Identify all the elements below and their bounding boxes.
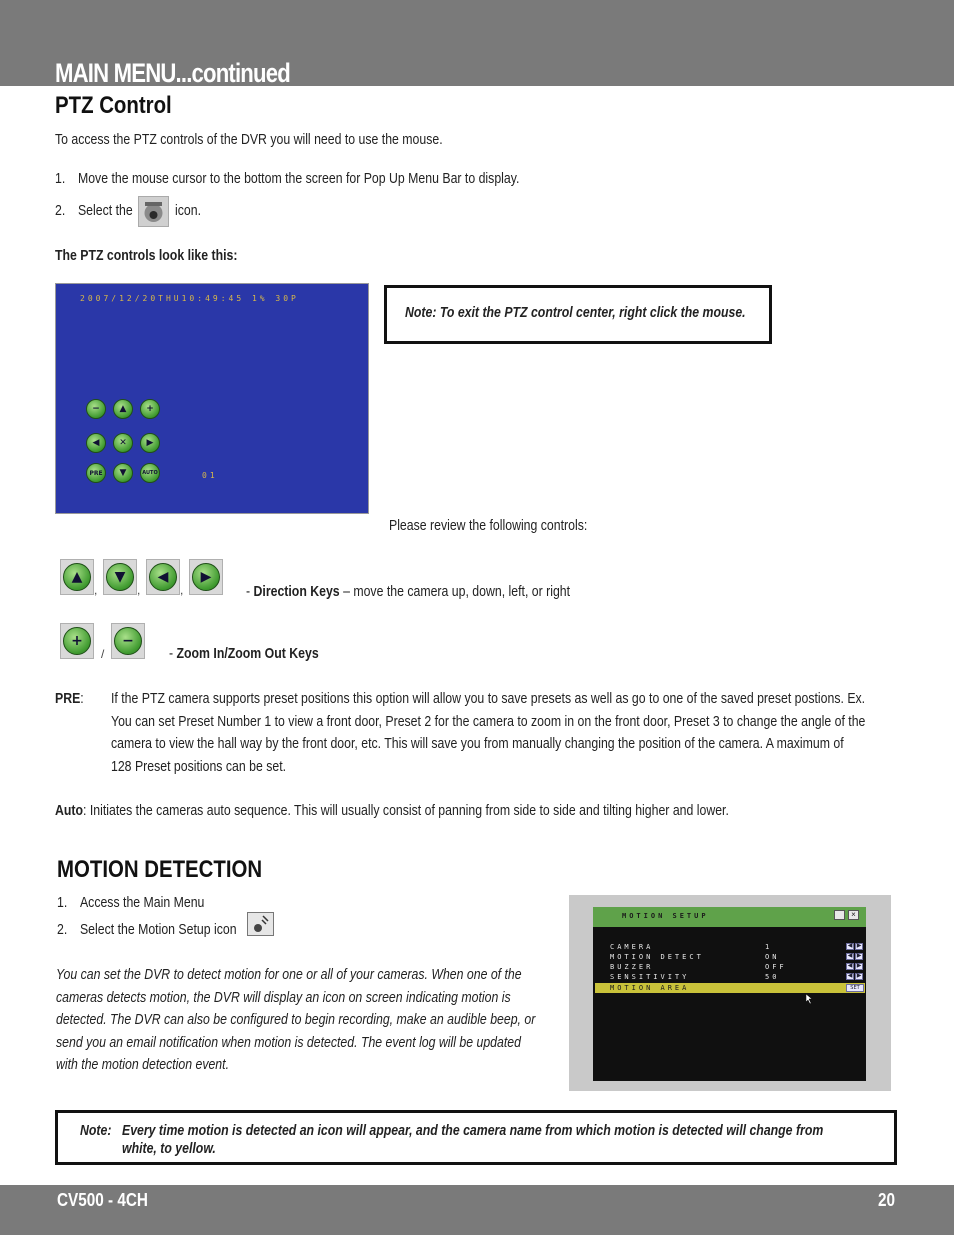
pre-colon: : (80, 690, 84, 707)
direction-label: Direction Keys (253, 583, 340, 600)
md-row-label: MOTION DETECT (610, 953, 704, 961)
auto-paragraph (55, 802, 729, 819)
zoom-label: Zoom In/Zoom Out Keys (176, 645, 319, 662)
md-row-value: ON (765, 953, 780, 961)
auto-text: : Initiates the cameras auto sequence. This will usually consist of panning from side to side and tilting higher and lower. (83, 802, 729, 819)
down-arrow-icon: ▼ (113, 463, 133, 483)
pre-text-line: 128 Preset positions can be set. (111, 758, 287, 775)
pre-label: PRE (55, 690, 81, 707)
ptz-section-title: PTZ Control (55, 92, 172, 119)
pre-label-row (55, 690, 84, 707)
auto-button-icon: AUTO (140, 463, 160, 483)
direction-left-icon: ◀ (146, 559, 180, 595)
pre-button-icon: PRE (86, 463, 106, 483)
md-row-value: 50 (765, 973, 780, 981)
direction-keys-text (246, 583, 570, 600)
md-row-label: BUZZER (610, 963, 654, 971)
step-number: 1. (57, 894, 68, 911)
bottom-note-line1: Every time motion is detected an icon will appear, and the camera name from which motion is detected will change from (122, 1122, 824, 1139)
motion-setup-icon (247, 912, 274, 936)
ptz-look-heading: The PTZ controls look like this: (55, 247, 238, 264)
separator: , (94, 583, 98, 597)
direction-up-icon: ▲ (60, 559, 94, 595)
review-text: Please review the following controls: (389, 517, 588, 534)
ptz-step-1 (55, 170, 519, 187)
zoom-in-key-icon: + (60, 623, 94, 659)
pre-text-line: You can set Preset Number 1 to view a front door, Preset 2 for the camera to zoom in on the front door, Preset 3 to change the angle of the (111, 713, 866, 730)
md-row-label: CAMERA (610, 943, 654, 951)
md-row-value: OFF (765, 963, 787, 971)
arrow-left-icon: ◀ (847, 943, 853, 949)
direction-right-icon: ▶ (189, 559, 223, 595)
motion-setup-screen (593, 907, 866, 1081)
motion-desc-line: You can set the DVR to detect motion for one or all of your cameras. When one of the (56, 966, 522, 983)
zoom-prefix: - (169, 645, 177, 662)
pre-text-line: If the PTZ camera supports preset positions this option will allow you to save presets as well as go to one of the saved preset postions. Ex. (111, 690, 866, 707)
motion-desc-line: detected. The DVR can also be configured to begin recording, make an audible beep, or (56, 1011, 536, 1028)
right-arrow-icon: ▶ (140, 433, 160, 453)
set-button: SET (846, 984, 864, 992)
close-icon: × (848, 910, 859, 920)
arrow-left-icon: ◀ (847, 973, 853, 979)
motion-section-title: MOTION DETECTION (57, 856, 263, 883)
bottom-note-prefix: Note: (80, 1122, 112, 1139)
motion-desc-line: cameras detects motion, the DVR will display an icon on screen indicating motion is (56, 989, 511, 1006)
motion-desc-line: with the motion detection event. (56, 1056, 229, 1073)
separator: / (101, 647, 105, 661)
ptz-camera-icon (138, 196, 169, 227)
motion-setup-header-text: MOTION SETUP (622, 912, 709, 920)
step-number: 2. (55, 202, 66, 219)
step-text-post: icon. (175, 202, 201, 219)
arrow-right-icon: ▶ (856, 973, 862, 979)
motion-step-2 (57, 921, 237, 938)
zoom-out-icon: − (86, 399, 106, 419)
pre-text-line: camera to view the hall way by the front door, etc. This will save you from manually changing the position of the camera. A maximum of (111, 735, 844, 752)
step-text: Select the Motion Setup icon (79, 921, 237, 938)
arrow-right-icon: ▶ (856, 953, 862, 959)
direction-prefix: - (246, 583, 254, 600)
zoom-in-icon: + (140, 399, 160, 419)
motion-desc-line: send you an email notification when motion is detected. The event log will be updated (56, 1034, 521, 1051)
return-icon (834, 910, 845, 920)
page-title: MAIN MENU...continued (55, 58, 290, 88)
left-arrow-icon: ◀ (86, 433, 106, 453)
step-text-pre: Select the (77, 202, 133, 219)
separator: , (180, 583, 184, 597)
direction-down-icon: ▼ (103, 559, 137, 595)
footer-model: CV500 - 4CH (57, 1190, 148, 1210)
zoom-out-key-icon: − (111, 623, 145, 659)
md-row-label: MOTION AREA (610, 984, 690, 992)
arrow-right-icon: ▶ (856, 963, 862, 969)
separator: , (137, 583, 141, 597)
up-arrow-icon: ▲ (113, 399, 133, 419)
motion-step-1 (57, 894, 204, 911)
ptz-step-2 (55, 202, 133, 219)
bottom-note-line2: white, to yellow. (122, 1140, 216, 1157)
arrow-right-icon: ▶ (856, 943, 862, 949)
step-number: 2. (57, 921, 68, 938)
arrow-left-icon: ◀ (847, 953, 853, 959)
arrow-left-icon: ◀ (847, 963, 853, 969)
direction-desc: – move the camera up, down, left, or right (339, 583, 571, 600)
ptz-intro: To access the PTZ controls of the DVR you will need to use the mouse. (55, 131, 443, 148)
footer-page-number: 20 (878, 1190, 896, 1210)
step-text: Move the mouse cursor to the bottom the screen for Pop Up Menu Bar to display. (77, 170, 520, 187)
ptz-screen-osd-channel: 01 (202, 471, 218, 480)
ptz-screen-osd: 2007/12/20THU10:49:45 1% 30P (80, 294, 299, 303)
md-row-value: 1 (765, 943, 773, 951)
step-number: 1. (55, 170, 66, 187)
md-row-label: SENSITIVITY (610, 973, 690, 981)
exit-note-text: Note: To exit the PTZ control center, right click the mouse. (405, 304, 746, 321)
exit-x-icon: ✕ (113, 433, 133, 453)
mouse-cursor-icon (806, 991, 813, 1009)
step-text: Access the Main Menu (79, 894, 205, 911)
zoom-keys-text (169, 645, 319, 662)
auto-label: Auto (55, 802, 84, 819)
